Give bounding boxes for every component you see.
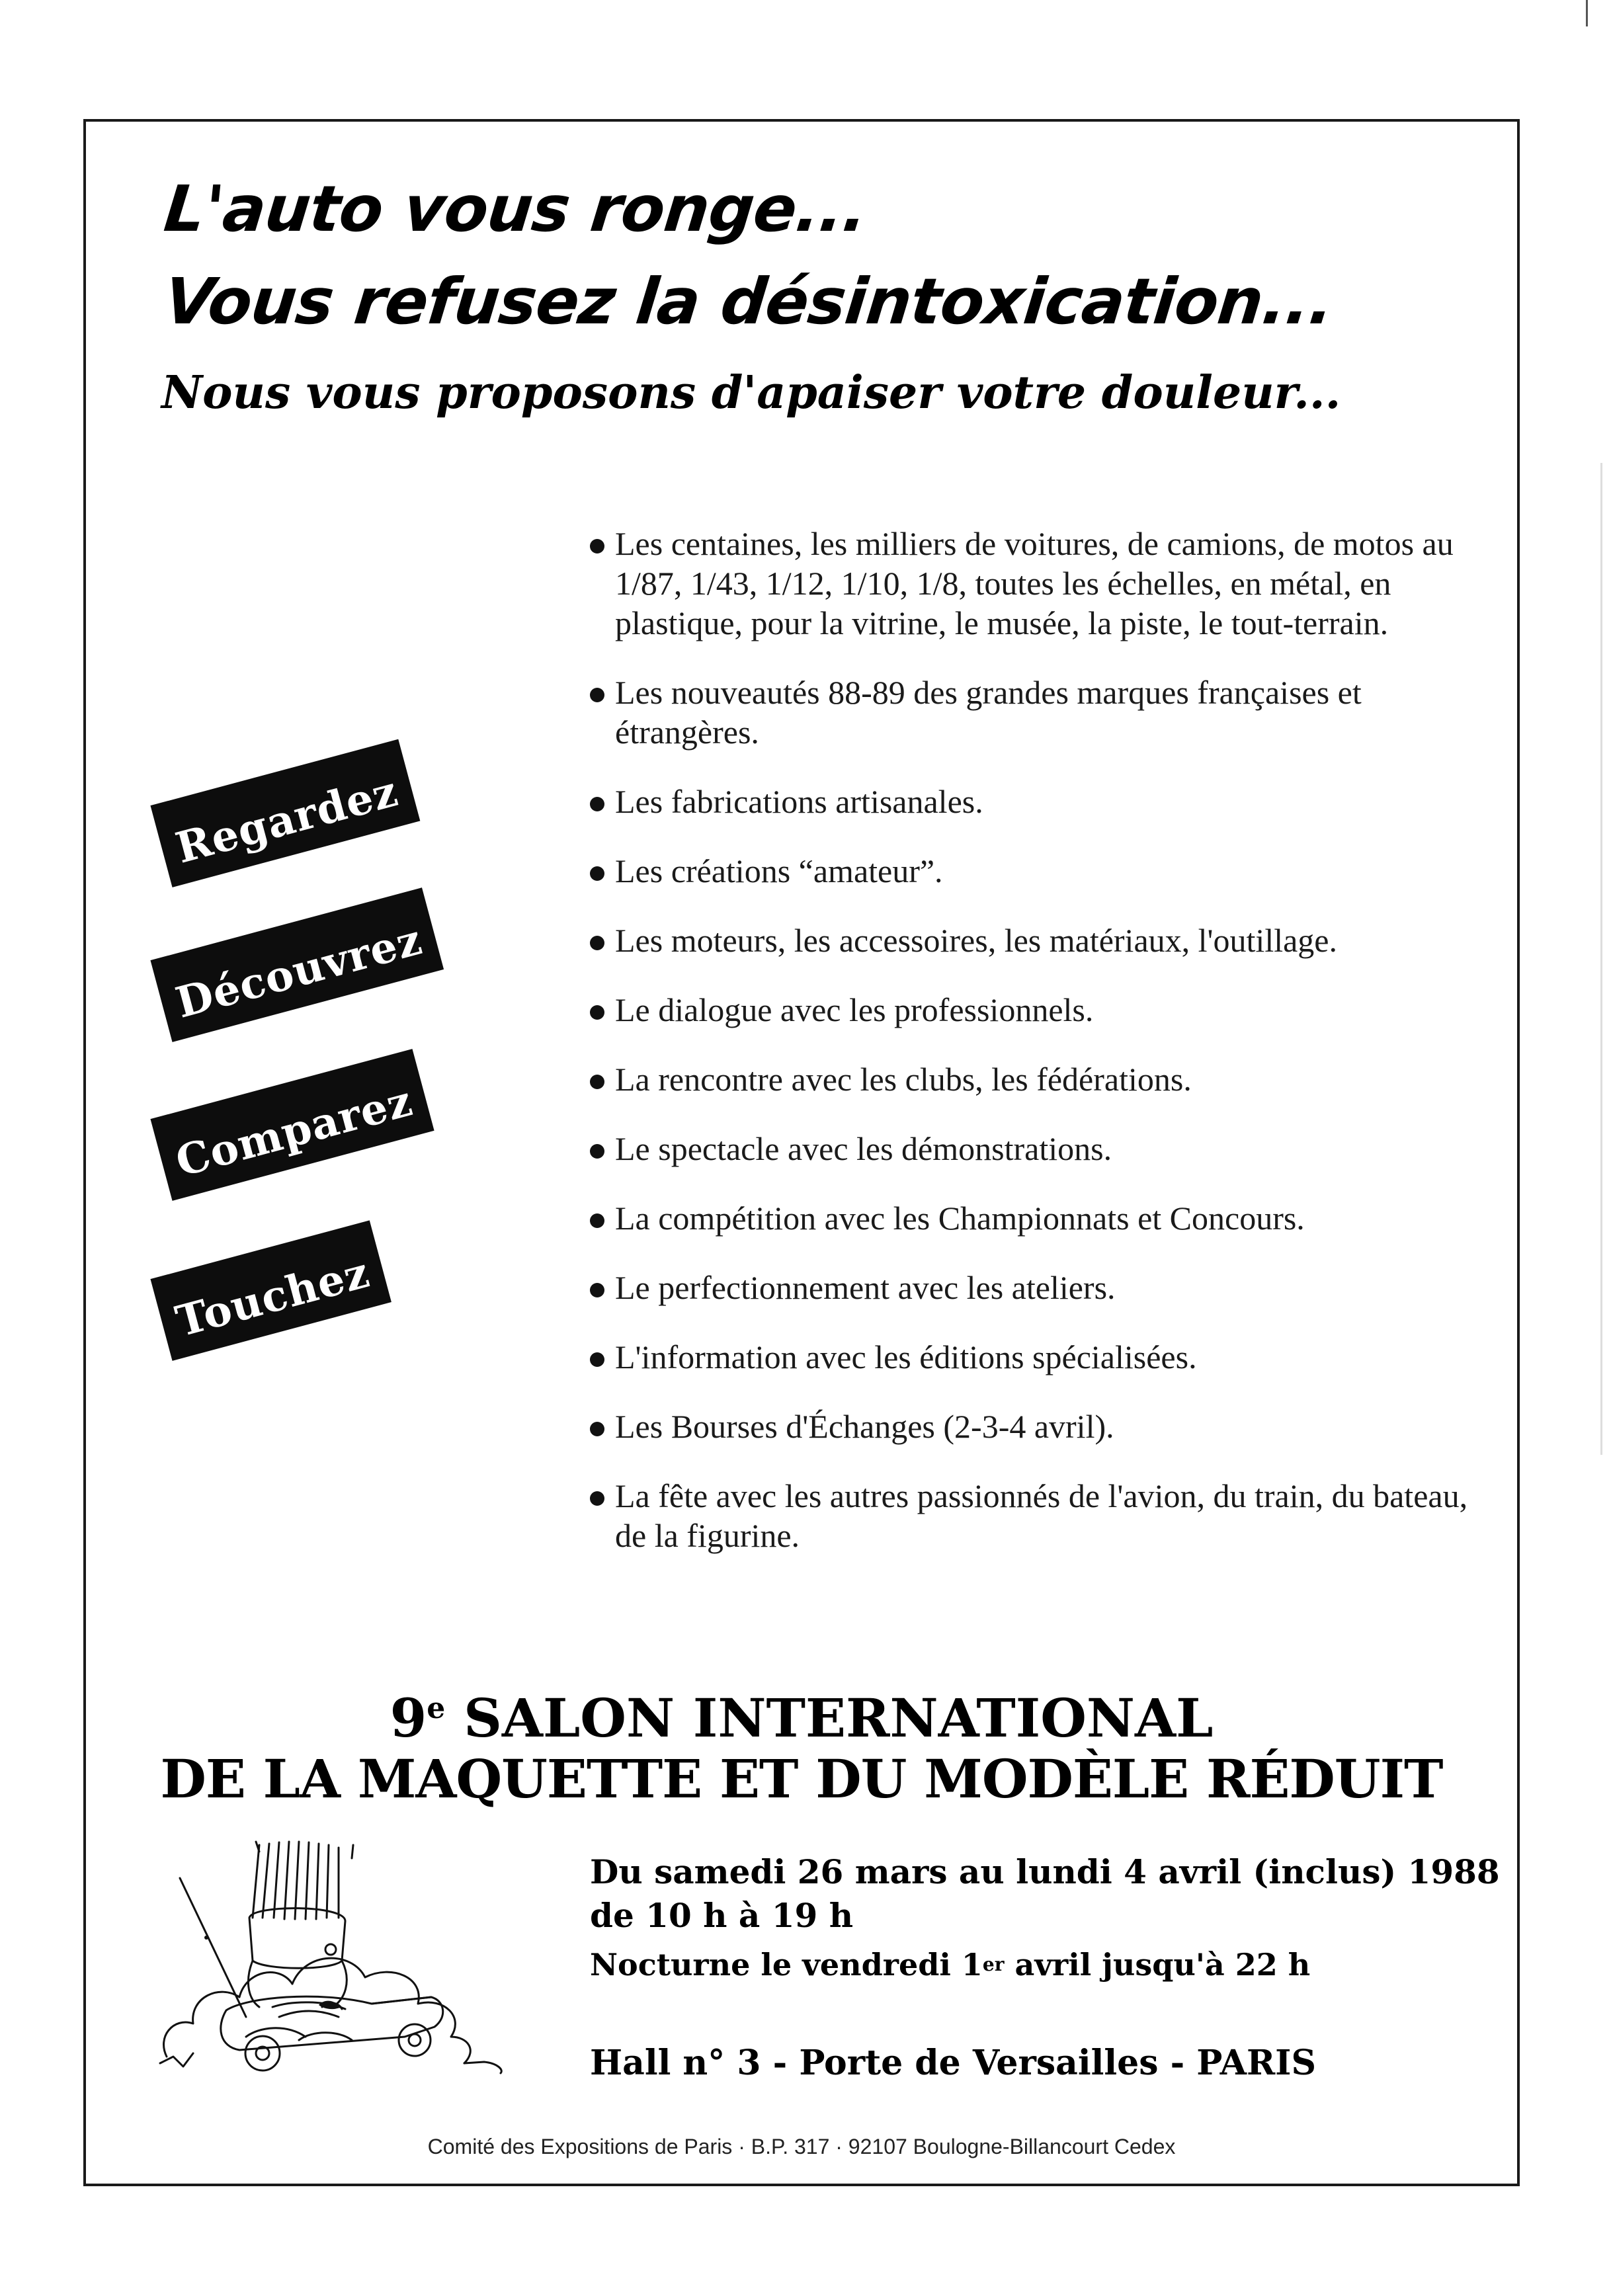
feature-text: Les moteurs, les accessoires, les matériaux, l'outillage. xyxy=(615,922,1337,959)
bullet-icon xyxy=(590,797,604,811)
bullet-icon xyxy=(590,1144,604,1159)
tag-decouvrez: Découvrez xyxy=(150,887,444,1042)
feature-text: Les centaines, les milliers de voitures, de camions, de motos au 1/87, 1/43, 1/12, 1/10, 1/8, toutes les échelles, en métal, en plastique, pour la vitrine, le musée, la piste, le tout-terrain. xyxy=(615,525,1454,641)
bullet-icon xyxy=(590,1491,604,1506)
bullet-icon xyxy=(590,1422,604,1436)
feature-item xyxy=(590,1198,1476,1238)
feature-text: La compétition avec les Championnats et Concours. xyxy=(615,1200,1305,1237)
feature-item xyxy=(590,1129,1476,1168)
nocturne-rest: avril jusqu'à 22 h xyxy=(1004,1947,1311,1983)
scan-mark xyxy=(1600,463,1602,1455)
salon-title-line-2: DE LA MAQUETTE ET DU MODÈLE RÉDUIT xyxy=(160,1748,1443,1810)
event-location: Hall n° 3 - Porte de Versailles - PARIS xyxy=(590,2043,1317,2083)
nocturne-prefix: Nocturne le vendredi 1 xyxy=(590,1947,983,1983)
event-nocturne xyxy=(590,1946,1310,1984)
feature-item xyxy=(590,673,1476,752)
footer-address: Comité des Expositions de Paris · B.P. 317 · 92107 Boulogne-Billancourt Cedex xyxy=(427,2135,1176,2158)
bullet-icon xyxy=(590,1283,604,1297)
feature-text: Les fabrications artisanales. xyxy=(615,783,983,820)
feature-text: La fête avec les autres passionnés de l'avion, du train, du bateau, de la figurine. xyxy=(615,1477,1468,1554)
feature-text: Les nouveautés 88-89 des grandes marques françaises et étrangères. xyxy=(615,674,1362,751)
bullet-icon xyxy=(590,1213,604,1228)
feature-item xyxy=(590,782,1476,821)
bullet-icon xyxy=(590,1005,604,1020)
tag-comparez: Comparez xyxy=(150,1049,434,1201)
feature-item xyxy=(590,1337,1476,1377)
salon-title-text-1: SALON INTERNATIONAL xyxy=(464,1687,1214,1749)
feature-item xyxy=(590,990,1476,1030)
nocturne-suffix: er xyxy=(982,1953,1005,1975)
feature-text: Le dialogue avec les professionnels. xyxy=(615,991,1094,1028)
feature-text: Les Bourses d'Échanges (2-3-4 avril). xyxy=(615,1408,1114,1445)
subheadline: Nous vous proposons d'apaiser votre douleur... xyxy=(161,366,1341,419)
bullet-icon xyxy=(590,936,604,950)
feature-text: L'information avec les éditions spécialisées. xyxy=(615,1338,1197,1375)
scan-mark xyxy=(1586,0,1588,26)
salon-number: 9 xyxy=(390,1687,427,1749)
tag-touchez: Touchez xyxy=(150,1220,392,1360)
bullet-icon xyxy=(590,539,604,554)
bullet-icon xyxy=(590,1075,604,1089)
feature-text: Les créations “amateur”. xyxy=(615,852,943,889)
feature-item xyxy=(590,851,1476,891)
feature-list xyxy=(590,524,1476,1555)
headline-line-2: Vous refusez la désintoxication... xyxy=(161,265,1337,339)
feature-item xyxy=(590,1407,1476,1446)
tag-regardez: Regardez xyxy=(150,739,420,887)
feature-text: Le spectacle avec les démonstrations. xyxy=(615,1130,1112,1167)
feature-text: Le perfectionnement avec les ateliers. xyxy=(615,1269,1116,1306)
feature-text: La rencontre avec les clubs, les fédérations. xyxy=(615,1061,1192,1098)
bullet-icon xyxy=(590,866,604,881)
feature-item xyxy=(590,524,1476,643)
salon-title-line-1 xyxy=(99,1687,1504,1749)
feature-item xyxy=(590,921,1476,960)
feature-item xyxy=(590,1268,1476,1307)
bullet-icon xyxy=(590,1352,604,1367)
salon-number-suffix: e xyxy=(427,1692,446,1725)
bullet-icon xyxy=(590,688,604,702)
rc-car-with-hand-icon xyxy=(153,1838,577,2096)
headline-line-1: L'auto vous ronge... xyxy=(161,172,871,246)
event-hours: de 10 h à 19 h xyxy=(590,1896,854,1935)
feature-item xyxy=(590,1476,1476,1555)
event-dates: Du samedi 26 mars au lundi 4 avril (inclus) 1988 xyxy=(590,1852,1500,1891)
feature-item xyxy=(590,1059,1476,1099)
